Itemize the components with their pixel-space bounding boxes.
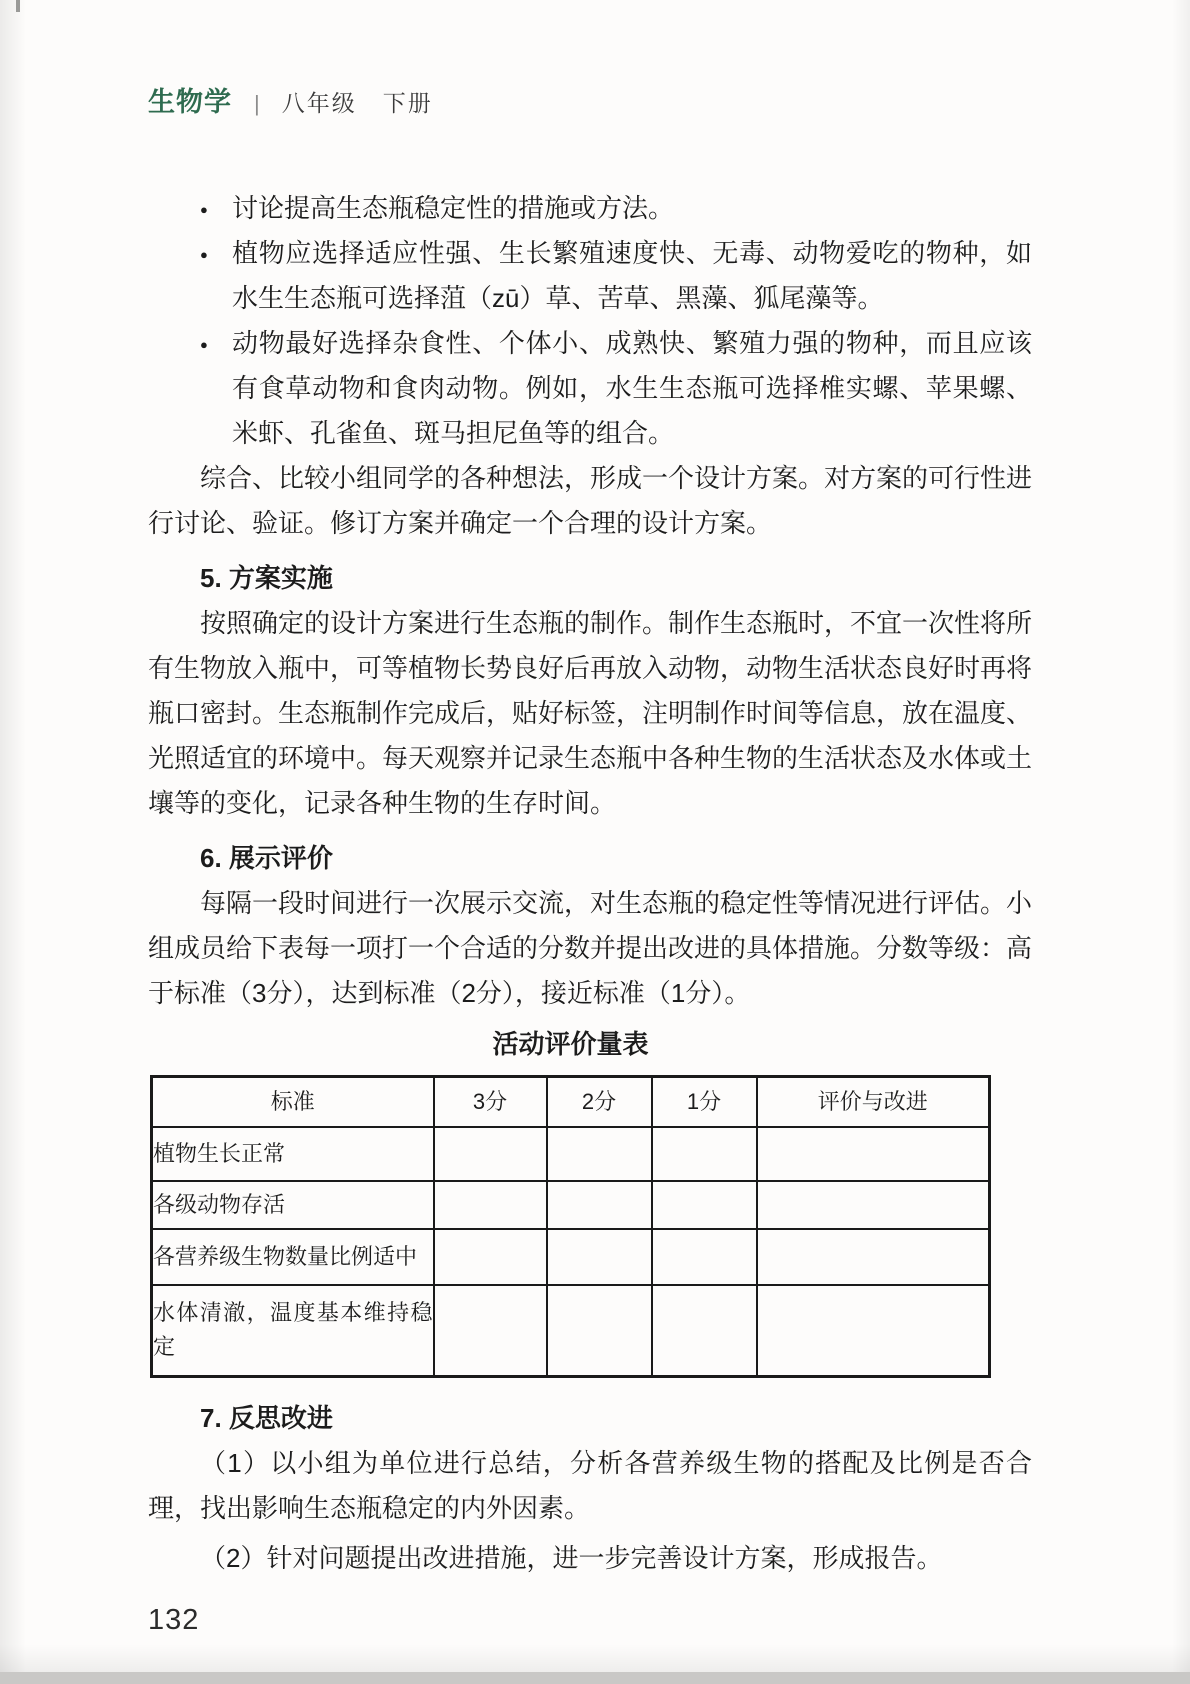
comment-cell [757,1127,990,1181]
table-row [152,1127,990,1181]
bullet-icon [200,321,208,367]
scan-edge-shadow-bottom [0,1644,1190,1672]
table-header-1pt: 1分 [652,1077,757,1127]
implementation-paragraph: 按照确定的设计方案进行生态瓶的制作。制作生态瓶时，不宜一次性将所有生物放入瓶中，可等植物长势良好后再放入动物，动物生活状态良好时再将瓶口密封。生态瓶制作完成后，贴好标签，注明制作时间等信息，放在温度、光照适宜的环境中。每天观察并记录生态瓶中各种生物的生活状态及水体或土壤等的变化，记录各种生物的生存时间。 [148,608,1033,818]
grade-label: 八年级 [281,90,357,116]
page-header [148,80,433,119]
header-separator: | [254,91,260,116]
table-row [152,1229,990,1285]
score-cell [547,1181,652,1229]
design-summary-paragraph: 综合、比较小组同学的各种想法，形成一个设计方案。对方案的可行性进行讨论、验证。修订方案并确定一个合理的设计方案。 [148,463,1033,538]
scan-edge-shadow-left [0,0,26,1684]
score-cell [434,1181,547,1229]
reflection-item-1: （1）以小组为单位进行总结，分析各营养级生物的搭配及比例是否合理，找出影响生态瓶稳定的内外因素。 [148,1448,1032,1523]
page-number: 132 [148,1604,200,1636]
table-title: 活动评价量表 [492,1029,649,1059]
score-cell [652,1229,757,1285]
section-heading-evaluation: 6. 展示评价 [200,843,333,873]
score-cell [547,1229,652,1285]
scan-corner-mark [16,0,20,12]
bullet-item [148,186,1032,231]
table-row [152,1285,990,1377]
criterion-cell: 植物生长正常 [152,1127,434,1181]
criterion-cell: 各级动物存活 [152,1181,434,1229]
bullet-text: 讨论提高生态瓶稳定性的措施或方法。 [232,193,675,223]
table-header-3pts: 3分 [434,1077,547,1127]
criterion-cell: 水体清澈，温度基本维持稳定 [152,1285,434,1377]
bullet-item [148,321,1032,456]
evaluation-table [150,1075,991,1378]
table-row [152,1181,990,1229]
bullet-icon [200,186,208,232]
table-header-2pts: 2分 [547,1077,652,1127]
score-cell [434,1285,547,1377]
evaluation-paragraph: 每隔一段时间进行一次展示交流，对生态瓶的稳定性等情况进行评估。小组成员给下表每一项打一个合适的分数并提出改进的具体措施。分数等级：高于标准（3分），达到标准（2分），接近标准（1分）。 [148,888,1033,1008]
bullet-item [148,231,1032,321]
score-cell [434,1127,547,1181]
table-header-comments: 评价与改进 [757,1077,990,1127]
score-cell [652,1127,757,1181]
scan-bottom-band [0,1672,1190,1684]
table-header-row [152,1077,990,1127]
scan-edge-shadow-right [1172,0,1190,1684]
comment-cell [757,1229,990,1285]
score-cell [652,1181,757,1229]
book-title: 生物学 [148,87,232,117]
comment-cell [757,1181,990,1229]
page-content [148,186,1032,1581]
section-heading-reflection: 7. 反思改进 [200,1403,333,1433]
score-cell [434,1229,547,1285]
bullet-text: 动物最好选择杂食性、个体小、成熟快、繁殖力强的物种，而且应该有食草动物和食肉动物。例如，水生生态瓶可选择椎实螺、苹果螺、米虾、孔雀鱼、斑马担尼鱼等的组合。 [232,328,1032,448]
section-heading-implementation: 5. 方案实施 [200,563,333,593]
volume-label: 下册 [382,90,433,116]
reflection-item-2: （2）针对问题提出改进措施，进一步完善设计方案，形成报告。 [200,1543,943,1573]
score-cell [547,1285,652,1377]
bullet-text: 植物应选择适应性强、生长繁殖速度快、无毒、动物爱吃的物种，如水生生态瓶可选择菹（zū）草、苦草、黑藻、狐尾藻等。 [232,238,1032,313]
score-cell [652,1285,757,1377]
bullet-icon [200,231,208,277]
table-header-criterion: 标准 [152,1077,434,1127]
criterion-cell: 各营养级生物数量比例适中 [152,1229,434,1285]
comment-cell [757,1285,990,1377]
score-cell [547,1127,652,1181]
